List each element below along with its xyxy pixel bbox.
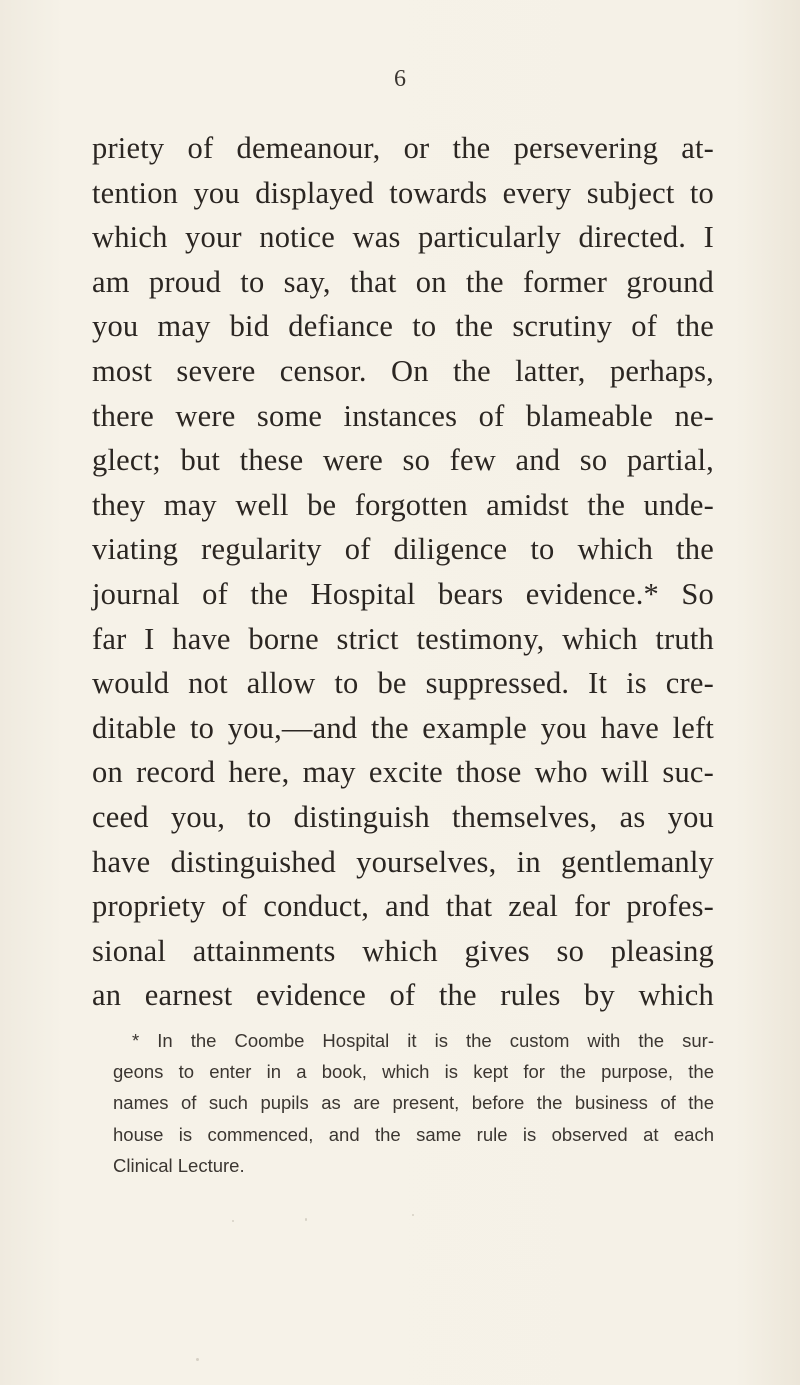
paper-speck	[232, 1220, 234, 1222]
footnote-line: geons to enter in a book, which is kept for the purpose, the	[113, 1061, 714, 1083]
body-line: glect; but these were so few and so partial,	[92, 443, 714, 478]
body-line: an earnest evidence of the rules by which	[92, 978, 714, 1013]
footnote-line: house is commenced, and the same rule is observed at each	[113, 1123, 714, 1145]
body-line: which your notice was particularly directed. I	[92, 220, 714, 255]
paper-speck	[412, 1214, 414, 1216]
footnote-line: names of such pupils as are present, before the business of the	[113, 1092, 714, 1114]
paper-speck	[196, 1358, 199, 1361]
body-line: am proud to say, that on the former ground	[92, 264, 714, 299]
body-line: far I have borne strict testimony, which truth	[92, 621, 714, 656]
body-line: ceed you, to distinguish themselves, as you	[92, 799, 714, 834]
body-line: on record here, may excite those who will suc-	[92, 755, 714, 790]
body-paragraph	[92, 126, 714, 1018]
body-line: tention you displayed towards every subject to	[92, 175, 714, 210]
body-line: sional attainments which gives so pleasing	[92, 933, 714, 968]
footnote	[113, 1025, 714, 1181]
paper-speck	[305, 1218, 307, 1221]
body-line: priety of demeanour, or the persevering at-	[92, 131, 714, 165]
body-line: ditable to you,—and the example you have left	[92, 710, 714, 745]
body-line: most severe censor. On the latter, perhaps,	[92, 353, 714, 388]
page-number: 6	[394, 66, 406, 92]
body-line: journal of the Hospital bears evidence.* So	[92, 576, 714, 611]
footnote-line: * In the Coombe Hospital it is the custom with the sur-	[132, 1030, 714, 1051]
body-line: they may well be forgotten amidst the unde-	[92, 487, 714, 522]
body-line: you may bid defiance to the scrutiny of the	[92, 309, 714, 344]
footnote-line: Clinical Lecture.	[113, 1154, 245, 1176]
body-line: propriety of conduct, and that zeal for profes-	[92, 889, 714, 924]
body-line: viating regularity of diligence to which the	[92, 532, 714, 567]
body-line: would not allow to be suppressed. It is cre-	[92, 666, 714, 701]
body-line: there were some instances of blameable ne-	[92, 398, 714, 433]
paper-speck	[478, 1098, 481, 1101]
body-line: have distinguished yourselves, in gentlemanly	[92, 844, 714, 879]
